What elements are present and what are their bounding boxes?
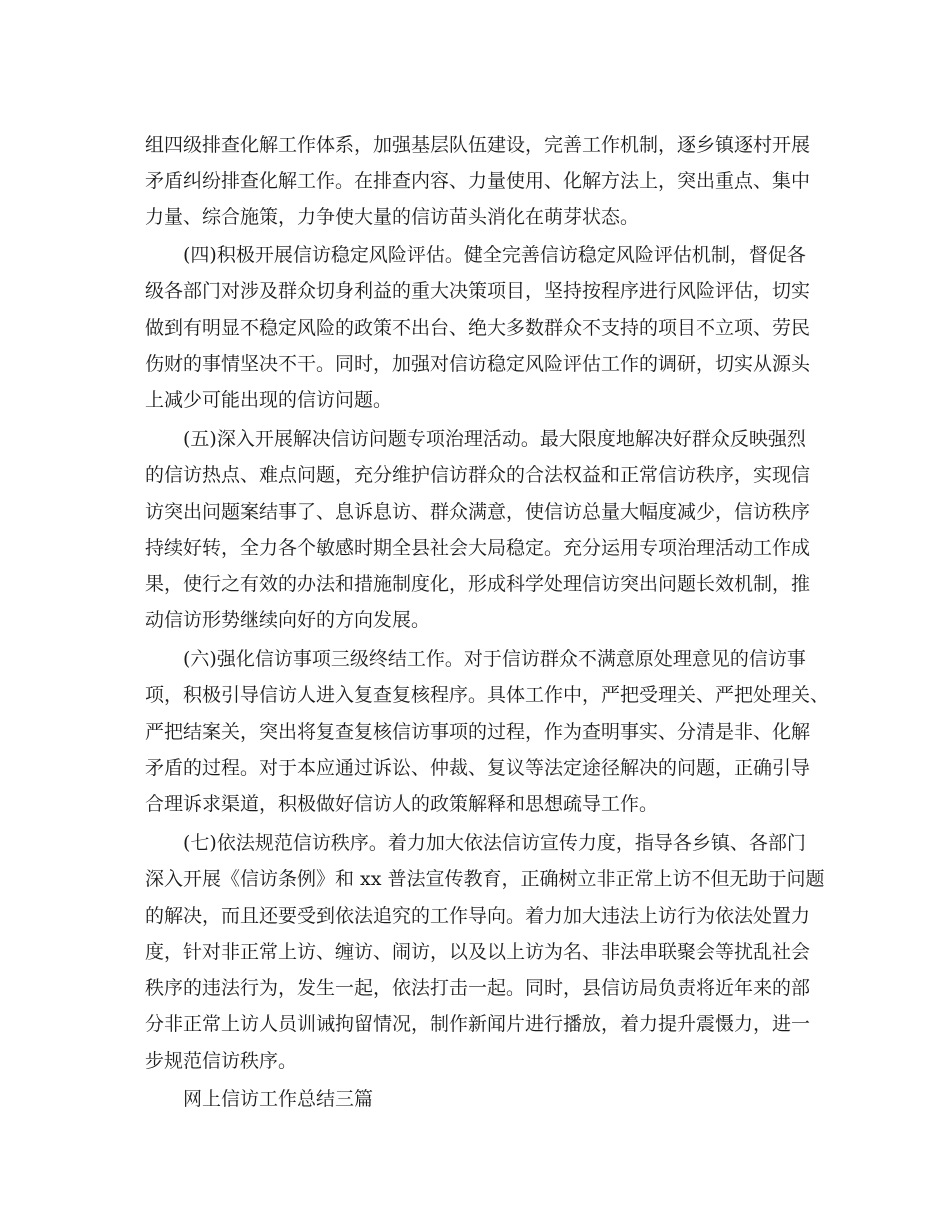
paragraph-line: 持续好转，全力各个敏感时期全县社会大局稳定。充分运用专项治理活动工作成: [145, 537, 811, 559]
paragraph-line: 做到有明显不稳定风险的政策不出台、绝大多数群众不支持的项目不立项、劳民: [145, 317, 811, 339]
paragraph-line: (五)深入开展解决信访问题专项治理活动。最大限度地解决好群众反映强烈: [183, 428, 806, 450]
paragraph-line: 的信访热点、难点问题，充分维护信访群众的合法权益和正常信访秩序，实现信: [145, 464, 811, 486]
paragraph-line: 秩序的违法行为，发生一起，依法打击一起。同时，县信访局负责将近年来的部: [145, 977, 811, 999]
paragraph-line: 的解决，而且还要受到依法追究的工作导向。着力加大违法上访行为依法处置力: [145, 905, 811, 927]
paragraph-line: (六)强化信访事项三级终结工作。对于信访群众不满意原处理意见的信访事: [183, 648, 806, 670]
paragraph-line: 矛盾纠纷排查化解工作。在排查内容、力量使用、化解方法上，突出重点、集中: [145, 170, 811, 192]
paragraph-line: 访突出问题案结事了、息诉息访、群众满意，使信访总量大幅度减少，信访秩序: [145, 501, 811, 523]
paragraph-line: 级各部门对涉及群众切身利益的重大决策项目，坚持按程序进行风险评估，切实: [145, 280, 811, 302]
paragraph-line: 项，积极引导信访人进入复查复核程序。具体工作中，严把受理关、严把处理关、: [145, 684, 830, 706]
paragraph-line: 步规范信访秩序。: [145, 1050, 298, 1072]
paragraph-line: 力量、综合施策，力争使大量的信访苗头消化在萌芽状态。: [145, 206, 640, 228]
paragraph-line: 合理诉求渠道，积极做好信访人的政策解释和思想疏导工作。: [145, 793, 659, 815]
paragraph-line: (七)依法规范信访秩序。着力加大依法信访宣传力度，指导各乡镇、各部门: [183, 832, 806, 854]
paragraph-line: (四)积极开展信访稳定风险评估。健全完善信访稳定风险评估机制，督促各: [183, 244, 806, 266]
section-heading: 网上信访工作总结三篇: [183, 1088, 374, 1110]
paragraph-line: 组四级排查化解工作体系，加强基层队伍建设，完善工作机制，逐乡镇逐村开展: [145, 134, 811, 156]
paragraph-line: 深入开展《信访条例》和 xx 普法宣传教育，正确树立非正常上访不但无助于问题: [145, 868, 825, 890]
paragraph-line: 分非正常上访人员训诫拘留情况，制作新闻片进行播放，着力提升震慑力，进一: [145, 1013, 811, 1035]
paragraph-line: 果，使行之有效的办法和措施制度化，形成科学处理信访突出问题长效机制，推: [145, 573, 811, 595]
paragraph-line: 动信访形势继续向好的方向发展。: [145, 609, 431, 631]
paragraph-line: 度，针对非正常上访、缠访、闹访，以及以上访为名、非法串联聚会等扰乱社会: [145, 941, 811, 963]
paragraph-line: 伤财的事情坚决不干。同时，加强对信访稳定风险评估工作的调研，切实从源头: [145, 353, 811, 375]
paragraph-line: 严把结案关，突出将复查复核信访事项的过程，作为查明事实、分清是非、化解: [145, 721, 811, 743]
paragraph-line: 上减少可能出现的信访问题。: [145, 389, 393, 411]
paragraph-line: 矛盾的过程。对于本应通过诉讼、仲裁、复议等法定途径解决的问题，正确引导: [145, 757, 811, 779]
